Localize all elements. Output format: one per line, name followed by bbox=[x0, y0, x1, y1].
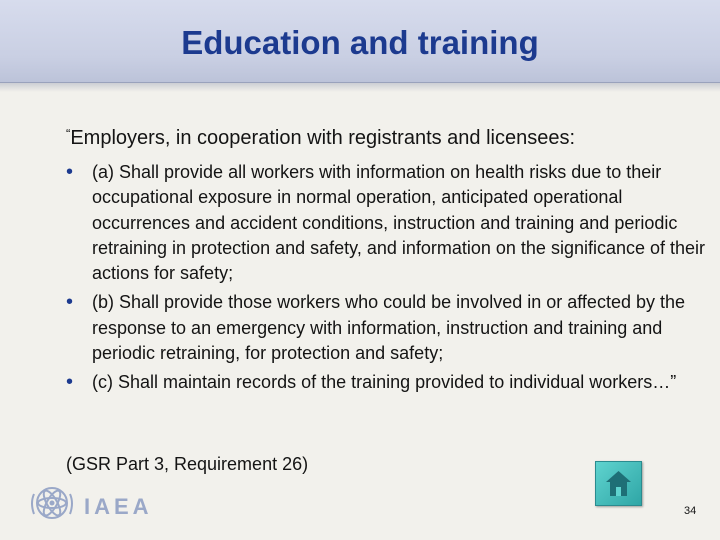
slide-title: Education and training bbox=[181, 24, 539, 61]
header-shadow bbox=[0, 82, 720, 92]
bullet-icon: • bbox=[66, 371, 74, 394]
citation: (GSR Part 3, Requirement 26) bbox=[66, 454, 309, 474]
iaea-logo-text: IAEA bbox=[84, 494, 153, 519]
list-item-text: (c) Shall maintain records of the training provided to individual workers…” bbox=[92, 372, 677, 393]
intro-quote-mark: “ bbox=[66, 126, 71, 141]
intro-sentence: Employers, in cooperation with registrants and licensees: bbox=[70, 127, 576, 149]
list-item bbox=[66, 160, 716, 286]
bullet-icon: • bbox=[66, 161, 74, 183]
home-icon bbox=[596, 462, 641, 505]
page-number: 34 bbox=[684, 505, 697, 517]
bullet-icon: • bbox=[66, 291, 74, 314]
intro-text bbox=[66, 126, 575, 150]
requirement-list bbox=[66, 160, 716, 400]
list-item bbox=[66, 290, 716, 366]
list-item-text: (b) Shall provide those workers who could be involved in or affected by the response to an emergency with information, instruction and training and periodic retraining, for protection and safety; bbox=[92, 292, 685, 364]
home-button[interactable] bbox=[595, 461, 642, 506]
list-item bbox=[66, 370, 716, 395]
list-item-text: (a) Shall provide all workers with information on health risks due to their occupational exposure in normal operation, anticipated operational occurrences and accident conditions, instruction and training and periodic retraining in protection and safety, and information on the significance of their actions for safety; bbox=[92, 162, 706, 284]
